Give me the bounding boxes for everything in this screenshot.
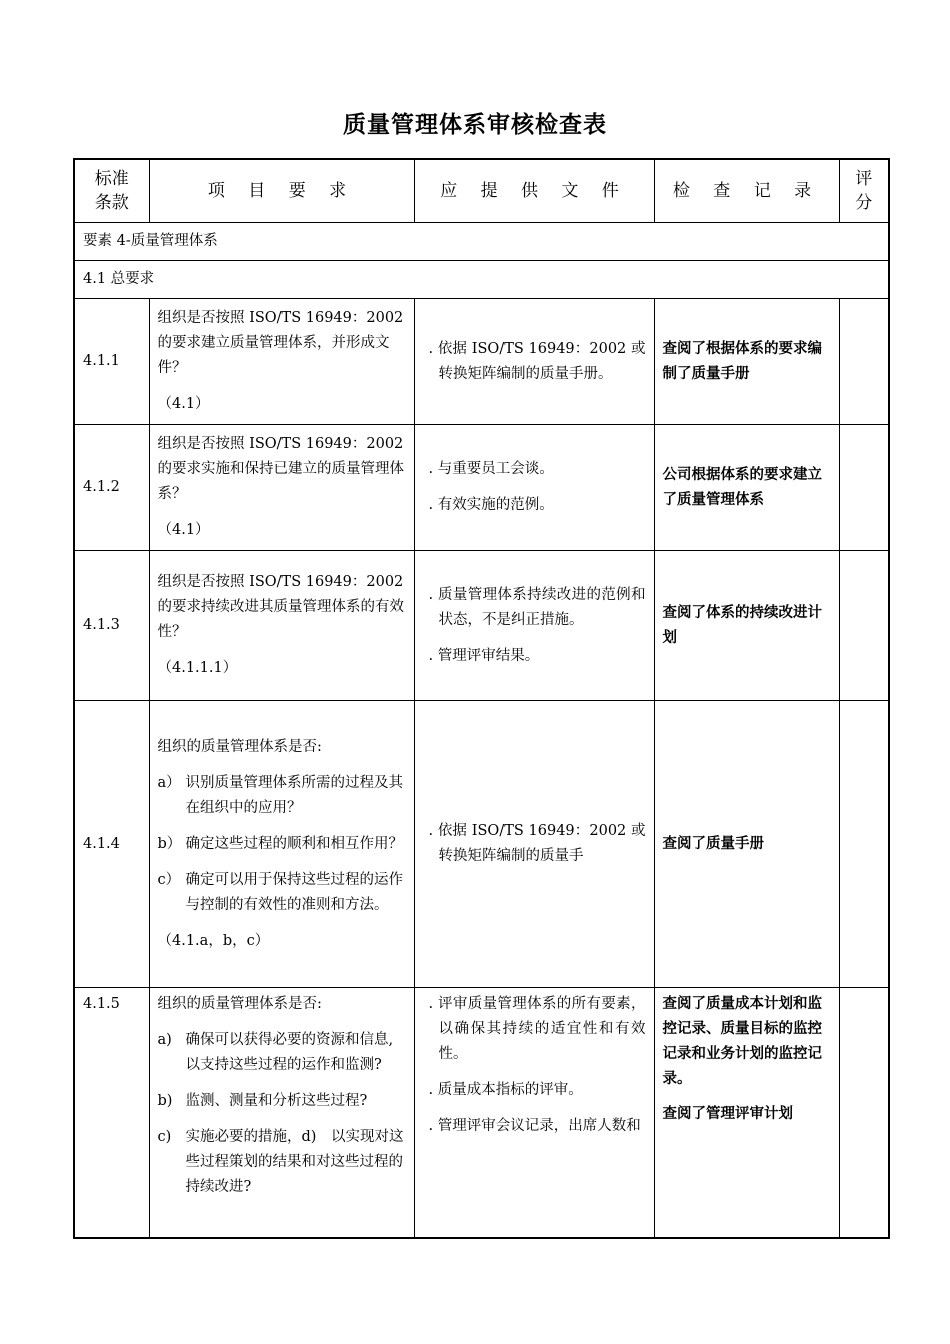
requirement-text: （4.1） bbox=[157, 522, 210, 538]
record-text: 查阅了体系的持续改进计划 bbox=[662, 604, 822, 646]
table-row bbox=[74, 299, 889, 425]
score-cell bbox=[839, 425, 889, 551]
requirement-text: 组织是否按照 ISO/TS 16949：2002的要求建立质量管理体系，并形成文件？ bbox=[157, 310, 404, 376]
requirement-text: （4.1） bbox=[157, 396, 210, 412]
item-text: 确定可以用于保持这些过程的运作与控制的有效性的准则和方法。 bbox=[185, 871, 403, 913]
header-record: 检 查 记 录 bbox=[654, 159, 839, 223]
record-cell bbox=[654, 299, 839, 425]
document-item: . 质量成本指标的评审。 bbox=[428, 1082, 583, 1098]
record-cell bbox=[654, 551, 839, 701]
score-cell bbox=[839, 701, 889, 988]
clause-cell: 4.1.2 bbox=[74, 425, 149, 551]
documents-cell bbox=[414, 299, 654, 425]
document-item: . 依据 ISO/TS 16949：2002 或转换矩阵编制的质量手册。 bbox=[428, 340, 646, 382]
header-score: 评分 bbox=[839, 159, 889, 223]
record-text: 查阅了质量成本计划和监控记录、质量目标的监控记录和业务计划的监控记录。 bbox=[662, 996, 822, 1087]
section-element-label: 要素 4-质量管理体系 bbox=[74, 223, 889, 261]
document-item: . 评审质量管理体系的所有要素，以确保其持续的适宜性和有效性。 bbox=[428, 996, 646, 1062]
table-row bbox=[74, 701, 889, 988]
page-title: 质量管理体系审核检查表 bbox=[343, 112, 607, 138]
clause-cell: 4.1.5 bbox=[74, 988, 149, 1238]
requirement-cell bbox=[149, 425, 414, 551]
requirement-item bbox=[158, 1125, 406, 1200]
record-cell bbox=[654, 425, 839, 551]
item-marker: c） bbox=[157, 871, 181, 888]
item-marker: b) bbox=[157, 1093, 173, 1109]
requirement-text: 组织是否按照 ISO/TS 16949：2002的要求持续改进其质量管理体系的有效性？ bbox=[157, 574, 404, 640]
document-item: . 有效实施的范例。 bbox=[428, 497, 554, 513]
requirement-cell bbox=[149, 299, 414, 425]
document-item: . 管理评审结果。 bbox=[428, 647, 540, 664]
item-marker: c) bbox=[157, 1129, 172, 1145]
requirement-text: （4.1.1.1） bbox=[157, 660, 238, 676]
item-text: 确定这些过程的顺利和相互作用？ bbox=[185, 835, 403, 852]
record-cell bbox=[654, 701, 839, 988]
requirement-item bbox=[158, 1028, 406, 1078]
table-row bbox=[74, 425, 889, 551]
record-text: 查阅了管理评审计划 bbox=[662, 1106, 793, 1122]
document-item: . 管理评审会议记录，出席人数和 bbox=[428, 1118, 641, 1134]
clause-cell: 4.1.3 bbox=[74, 551, 149, 701]
clause-cell: 4.1.4 bbox=[74, 701, 149, 988]
requirement-cell bbox=[149, 701, 414, 988]
audit-checklist-table bbox=[73, 158, 890, 1239]
item-text: 识别质量管理体系所需的过程及其在组织中的应用？ bbox=[185, 774, 403, 816]
item-text: 确保可以获得必要的资源和信息,以支持这些过程的运作和监测? bbox=[185, 1032, 394, 1073]
header-requirement: 项 目 要 求 bbox=[149, 159, 414, 223]
score-cell bbox=[839, 299, 889, 425]
table-row bbox=[74, 551, 889, 701]
section-row-general bbox=[74, 261, 889, 299]
item-marker: b） bbox=[157, 835, 182, 852]
requirement-ref: （4.1.a，b，c） bbox=[157, 932, 270, 949]
requirement-cell bbox=[149, 551, 414, 701]
documents-cell bbox=[414, 551, 654, 701]
document-item: . 质量管理体系持续改进的范例和状态，不是纠正措施。 bbox=[428, 586, 646, 628]
section-general-label: 4.1 总要求 bbox=[74, 261, 889, 299]
score-cell bbox=[839, 551, 889, 701]
requirement-intro: 组织的质量管理体系是否: bbox=[157, 738, 322, 755]
requirement-item bbox=[158, 1089, 406, 1114]
clause-cell: 4.1.1 bbox=[74, 299, 149, 425]
section-row-element bbox=[74, 223, 889, 261]
item-text: 监测、测量和分析这些过程? bbox=[185, 1093, 368, 1109]
documents-cell bbox=[414, 701, 654, 988]
header-row bbox=[74, 159, 889, 223]
record-text: 查阅了根据体系的要求编制了质量手册 bbox=[662, 340, 822, 382]
documents-cell bbox=[414, 988, 654, 1238]
requirement-text: 组织是否按照 ISO/TS 16949：2002的要求实施和保持已建立的质量管理体系？ bbox=[157, 436, 404, 502]
item-marker: a） bbox=[157, 774, 181, 791]
record-text: 公司根据体系的要求建立了质量管理体系 bbox=[662, 466, 822, 508]
score-cell bbox=[839, 988, 889, 1238]
requirement-intro: 组织的质量管理体系是否: bbox=[157, 996, 322, 1012]
record-text: 查阅了质量手册 bbox=[662, 835, 764, 852]
item-marker: a) bbox=[157, 1032, 172, 1048]
table-row bbox=[74, 988, 889, 1238]
requirement-cell bbox=[149, 988, 414, 1238]
requirement-item bbox=[158, 868, 406, 918]
item-text: 实施必要的措施，d) 以实现对这些过程策划的结果和对这些过程的持续改进? bbox=[185, 1129, 404, 1195]
header-clause: 标准条款 bbox=[74, 159, 149, 223]
document-item: . 与重要员工会谈。 bbox=[428, 461, 554, 477]
requirement-item bbox=[158, 832, 406, 857]
record-cell bbox=[654, 988, 839, 1238]
document-item: . 依据 ISO/TS 16949：2002 或转换矩阵编制的质量手 bbox=[428, 823, 646, 864]
requirement-item bbox=[158, 771, 406, 821]
documents-cell bbox=[414, 425, 654, 551]
header-documents: 应 提 供 文 件 bbox=[414, 159, 654, 223]
